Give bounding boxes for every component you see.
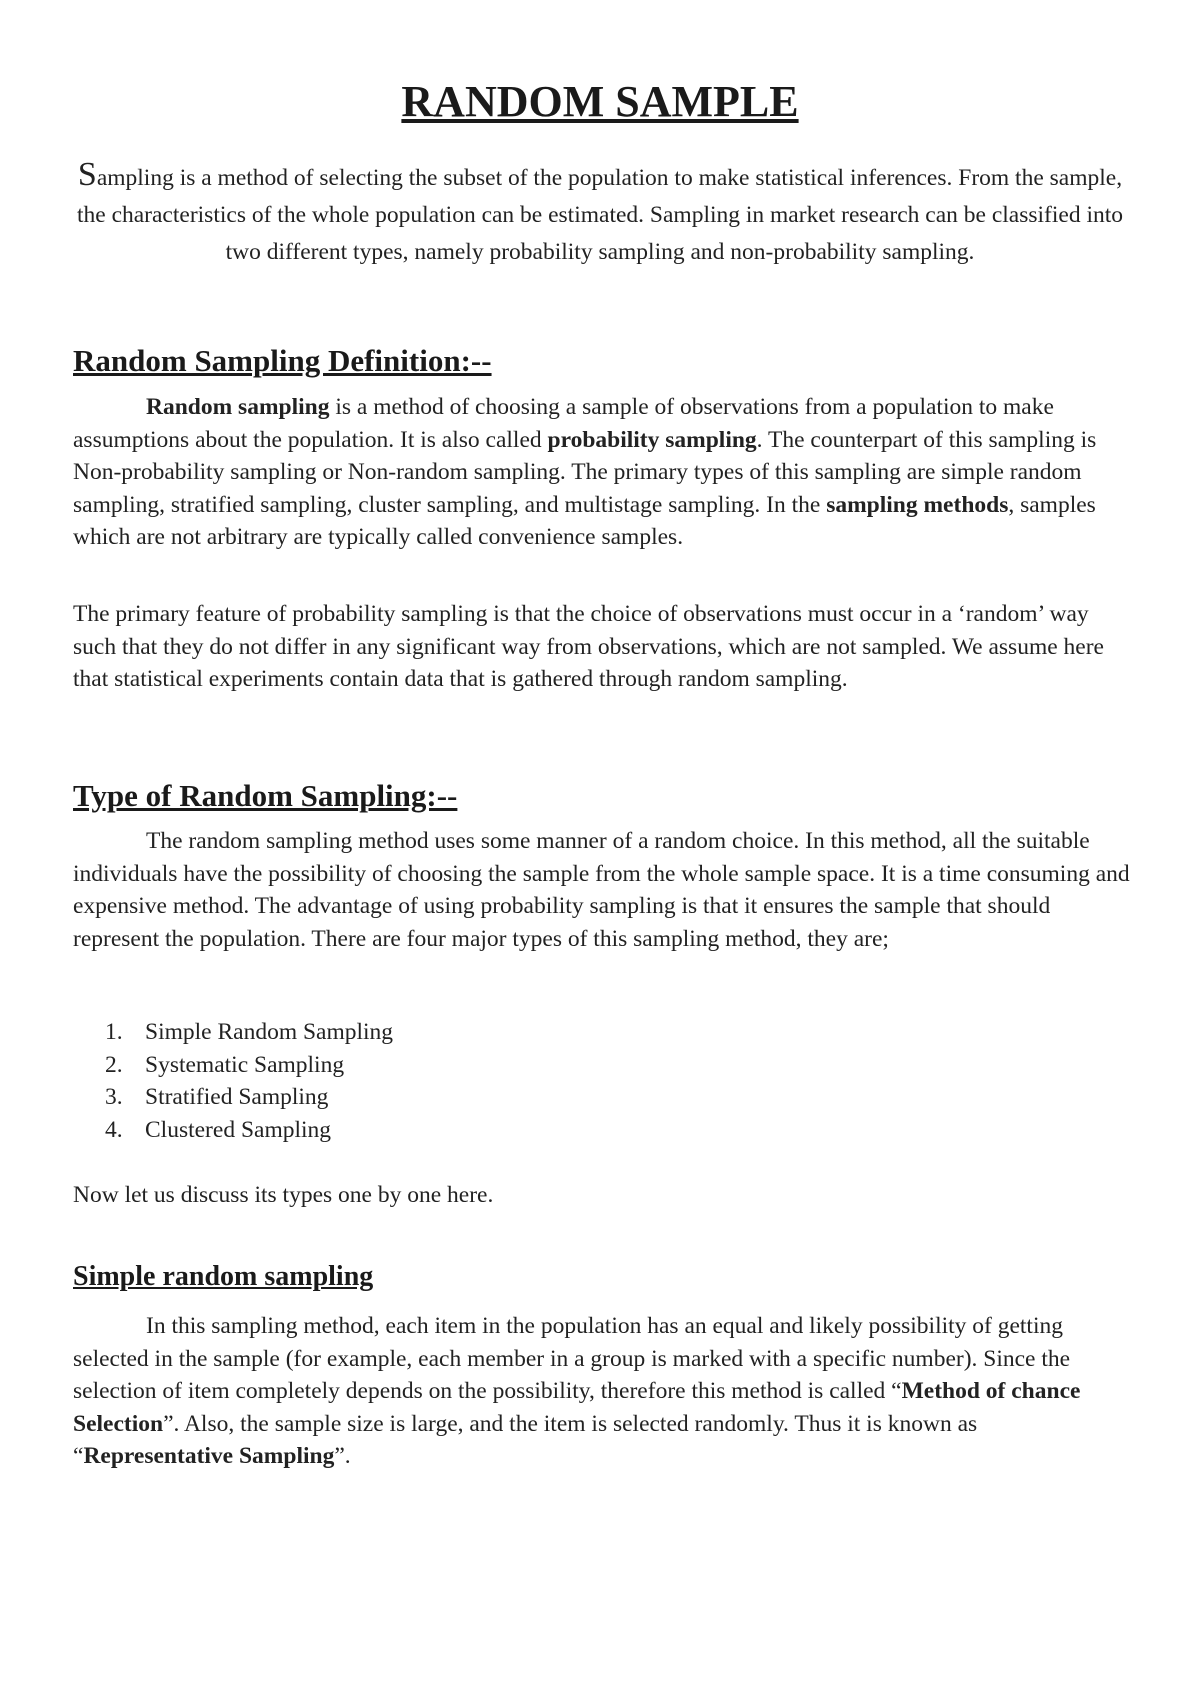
simple-bold-2: Representative Sampling	[83, 1443, 335, 1469]
simple-text-2: ”. Also, the sample size is large, and the item is selected randomly. Thus it is known as “	[73, 1410, 978, 1469]
simple-text-1: In this sampling method, each item in the population has an equal and likely possibility of getting selected in the sample (for example, each member in a group is marked with a specific number). Since the selection of item completely depends on the possibility, therefore this method is called “	[73, 1313, 1071, 1404]
simple-text-3: ”.	[334, 1443, 351, 1469]
list-item-label: Clustered Sampling	[145, 1116, 332, 1143]
definition-bold-1: Random sampling	[146, 394, 330, 420]
intro-paragraph	[70, 156, 1130, 271]
intro-dropcap: S	[77, 156, 97, 193]
list-item-number: 2.	[105, 1051, 123, 1078]
definition-bold-2: probability sampling	[547, 426, 757, 453]
definition-paragraph-2: The primary feature of probability sampling is that the choice of observations must occur in a ‘random’ way such that they do not differ in any significant way from observations, which are not sampled. We assume here that statistical experiments contain data that is gathered through random sampling.	[73, 601, 1104, 692]
types-closing-text: Now let us discuss its types one by one here.	[73, 1182, 494, 1208]
list-item	[105, 1016, 393, 1049]
list-item-number: 4.	[105, 1116, 123, 1143]
definition-bold-3: sampling methods	[826, 491, 1009, 518]
definition-text-3: , samples which are not arbitrary are typically called convenience samples.	[73, 491, 1096, 550]
definition-text-2: . The counterpart of this sampling is Non-probability sampling or Non-random sampling. The primary types of this sampling are simple random sampling, stratified sampling, cluster sampling, and multistage sampling. In the	[73, 426, 1097, 518]
intro-text: ampling is a method of selecting the subset of the population to make statistical inferences. From the sample, the characteristics of the whole population can be estimated. Sampling in market research can be classified into two different types, namely probability sampling and non-probability sampling.	[76, 165, 1124, 265]
types-heading: Type of Random Sampling:--	[73, 778, 458, 813]
definition-heading: Random Sampling Definition:--	[73, 343, 492, 378]
list-item	[105, 1081, 393, 1114]
list-item	[105, 1049, 393, 1082]
list-item	[105, 1114, 393, 1147]
list-item-number: 3.	[105, 1084, 123, 1110]
types-paragraph: The random sampling method uses some manner of a random choice. In this method, all the suitable individuals have the possibility of choosing the sample from the whole sample space. It is a time consuming and expensive method. The advantage of using probability sampling is that it ensures the sample that should represent the population. There are four major types of this sampling method, they are;	[73, 828, 1130, 952]
list-item-label: Systematic Sampling	[145, 1051, 345, 1078]
list-item-number: 1.	[105, 1019, 123, 1045]
sampling-types-list	[105, 1016, 393, 1146]
simple-bold-1: Method of chance Selection	[73, 1378, 1081, 1437]
list-item-label: Simple Random Sampling	[145, 1019, 394, 1045]
page-title: RANDOM SAMPLE	[401, 77, 799, 126]
list-item-label: Stratified Sampling	[145, 1084, 329, 1110]
definition-paragraph-1	[73, 391, 1133, 554]
definition-text-1: is a method of choosing a sample of observations from a population to make assumptions about the population. It is also called	[73, 394, 1054, 453]
simple-random-heading: Simple random sampling	[73, 1261, 374, 1292]
simple-random-paragraph	[73, 1310, 1133, 1473]
